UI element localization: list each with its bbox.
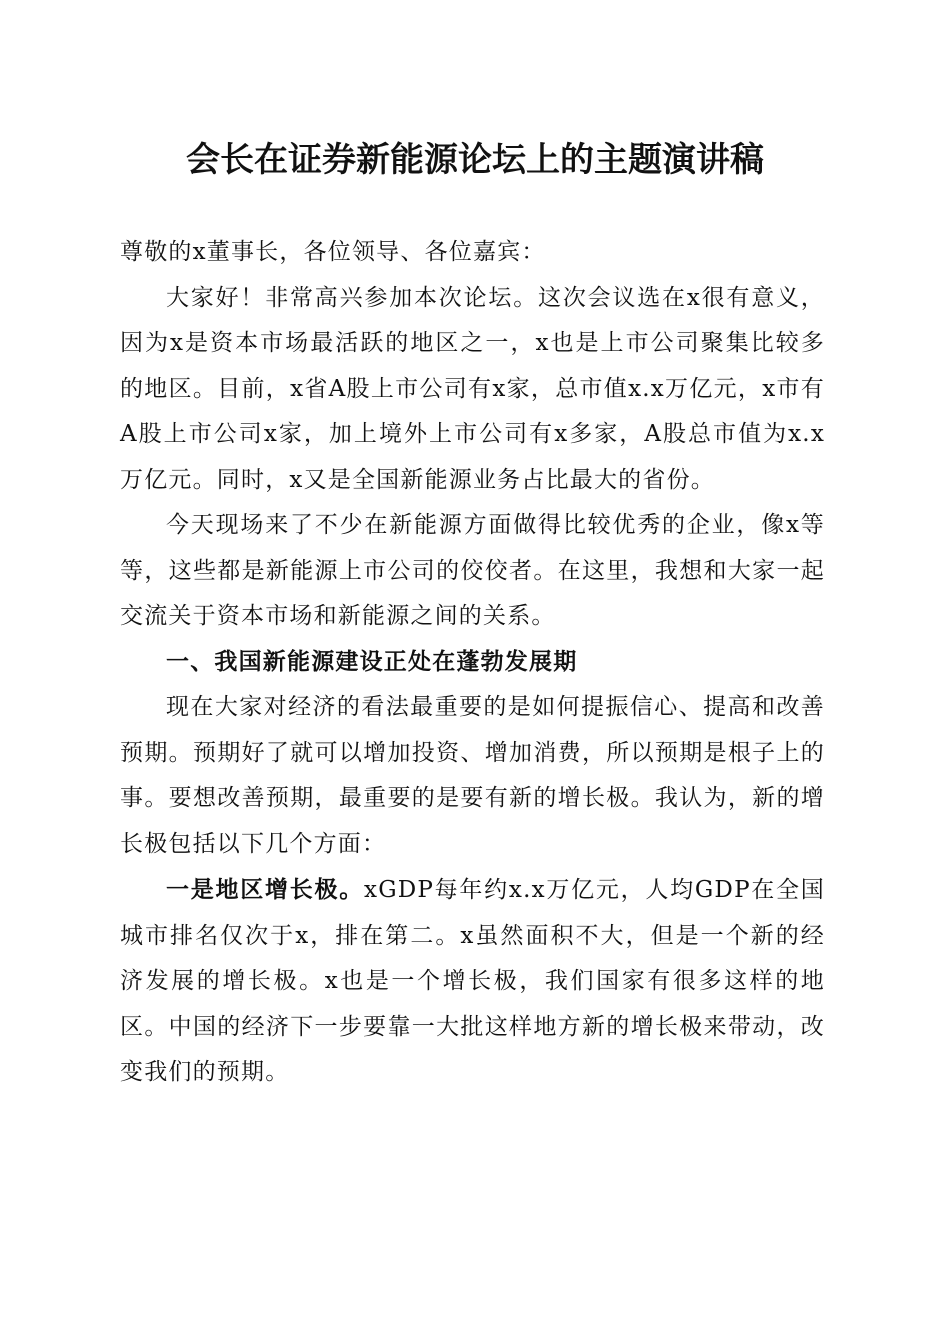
section-heading-1: 一、我国新能源建设正处在蓬勃发展期	[166, 648, 578, 675]
point-text: xGDP每年约x.x万亿元，人均GDP在全国城市排名仅次于x，排在第二。x虽然面积不大，但是一个新的经济发展的增长极。x也是一个增长极，我们国家有很多这样的地区。中国的经济下一步要靠一大批这样地方新的增长极来带动，改变我们的预期。	[120, 877, 826, 1085]
salutation: 尊敬的x董事长，各位领导、各位嘉宾：	[120, 239, 546, 265]
point-lead: 一是地区增长极。	[166, 876, 365, 903]
paragraph-companies: 今天现场来了不少在新能源方面做得比较优秀的企业，像x等等，这些都是新能源上市公司的佼佼者。在这里，我想和大家一起交流关于资本市场和新能源之间的关系。	[120, 512, 825, 629]
document-body	[120, 230, 825, 1096]
document-title: 会长在证券新能源论坛上的主题演讲稿	[186, 140, 764, 180]
paragraph-regional-growth	[120, 867, 825, 1096]
paragraph-intro: 大家好！非常高兴参加本次论坛。这次会议选在x很有意义，因为x是资本市场最活跃的地区之一，x也是上市公司聚集比较多的地区。目前，x省A股上市公司有x家，总市值x.x万亿元，x市有A股上市公司x家，加上境外上市公司有x多家，A股总市值为x.x万亿元。同时，x又是全国新能源业务占比最大的省份。	[120, 284, 825, 493]
paragraph-expectations: 现在大家对经济的看法最重要的是如何提振信心、提高和改善预期。预期好了就可以增加投资、增加消费，所以预期是根子上的事。要想改善预期，最重要的是要有新的增长极。我认为，新的增长极包括以下几个方面：	[120, 694, 825, 857]
